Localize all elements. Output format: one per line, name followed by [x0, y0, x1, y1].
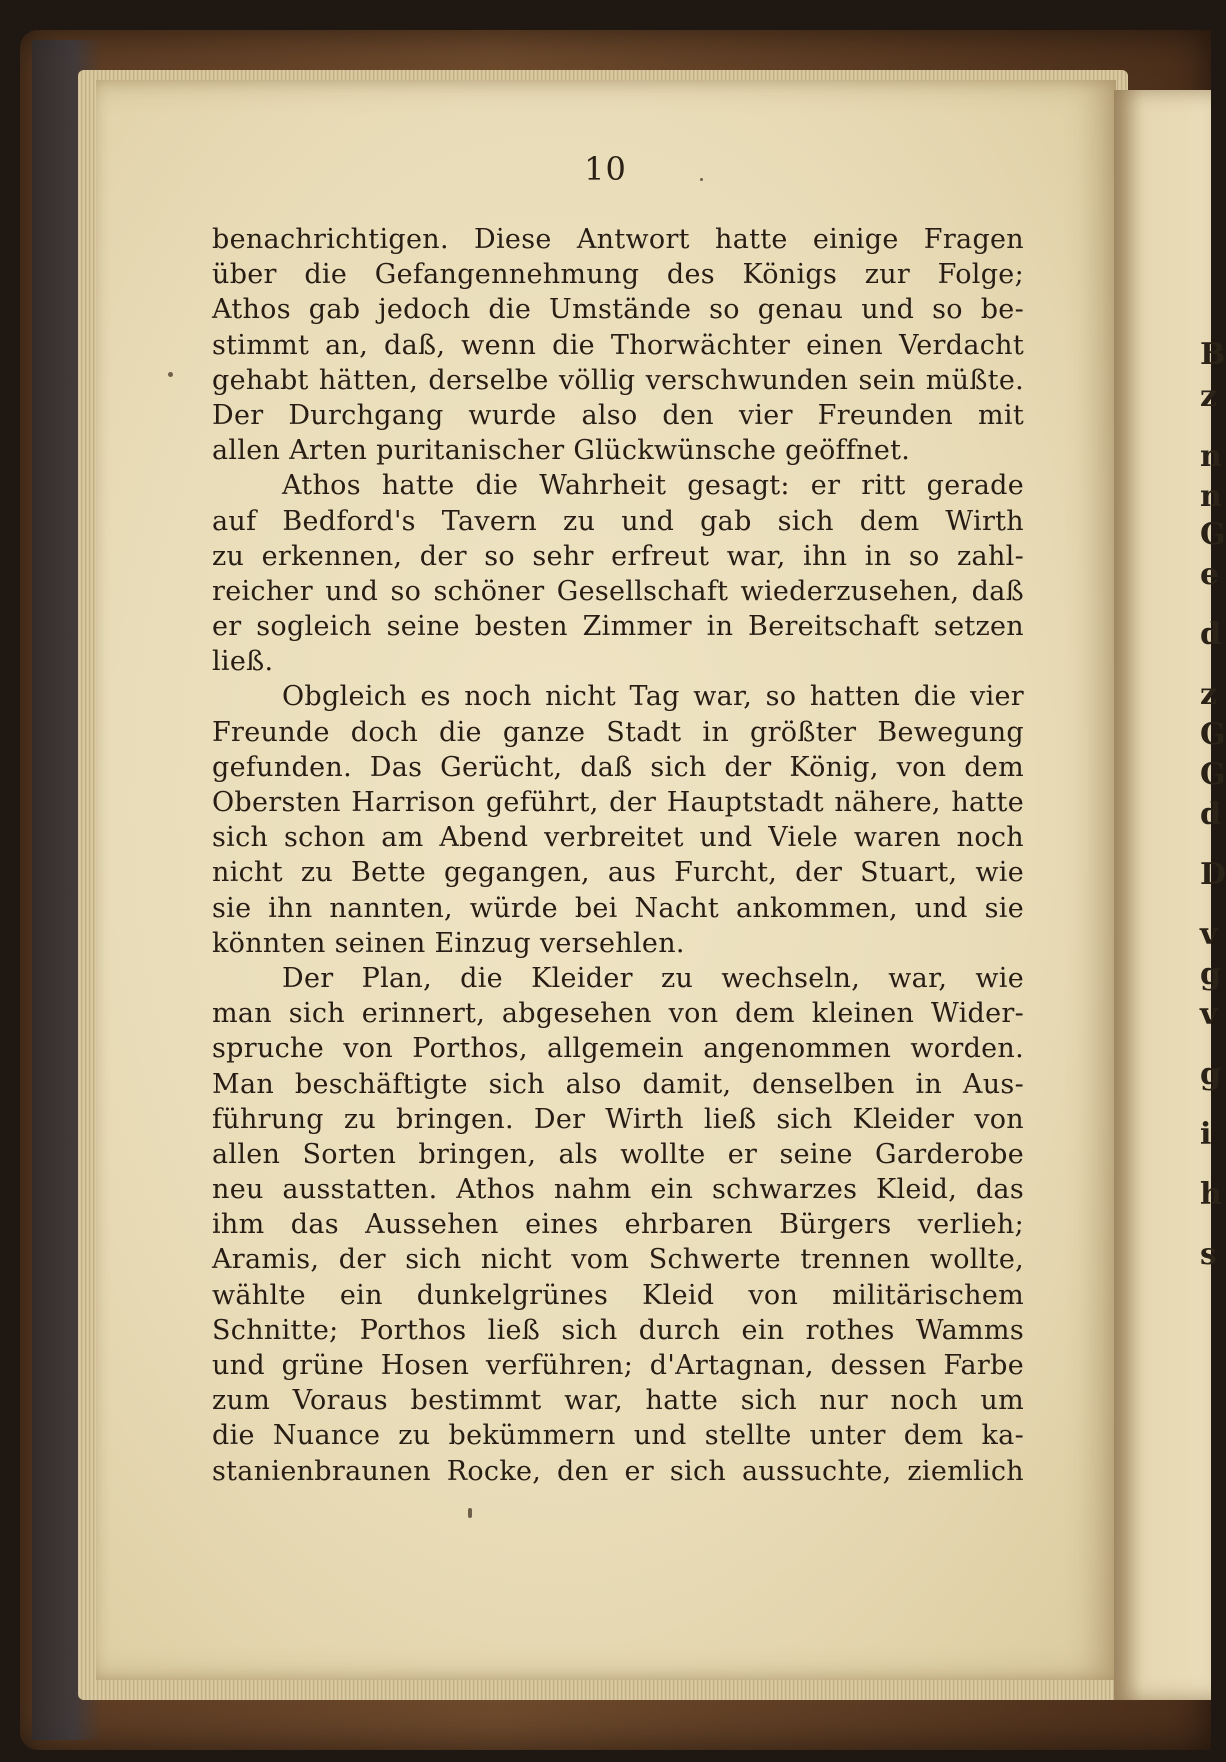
text-line: Athos gab jedoch die Umstände so genau und so be- — [212, 294, 1024, 326]
text-line: Obgleich es noch nicht Tag war, so hatten die vier — [282, 681, 1024, 713]
text-line: allen Sorten bringen, als wollte er seine Garderobe — [212, 1138, 1024, 1170]
text-line: Athos hatte die Wahrheit gesagt: er ritt gerade — [282, 470, 1024, 502]
facing-page-letter: g — [1200, 957, 1221, 992]
facing-page-letter: B — [1200, 337, 1226, 372]
facing-page-edge — [1114, 90, 1226, 1700]
facing-page-letter: g — [1200, 1057, 1221, 1092]
body-text — [212, 222, 1024, 1489]
text-line: auf Bedford's Tavern zu und gab sich dem Wirth — [212, 505, 1024, 537]
text-line: allen Arten puritanischer Glückwünsche geöffnet. — [212, 435, 911, 467]
facing-page-letter: G — [1200, 717, 1226, 752]
facing-page-letter: n — [1200, 479, 1222, 514]
facing-page-letter: z — [1200, 379, 1218, 414]
text-line: stimmt an, daß, wenn die Thorwächter einen Verdacht — [212, 329, 1024, 361]
paper-speck — [168, 372, 173, 377]
text-line: Man beschäftigte sich also damit, denselben in Aus- — [212, 1068, 1024, 1100]
facing-page-letter: v — [1200, 997, 1218, 1032]
text-line: stanienbraunen Rocke, den er sich aussuchte, ziemlich — [212, 1455, 1024, 1487]
text-line: Freunde doch die ganze Stadt in größter Bewegung — [212, 716, 1024, 748]
text-line: er sogleich seine besten Zimmer in Bereitschaft setzen — [212, 611, 1024, 643]
text-line: neu ausstatten. Athos nahm ein schwarzes Kleid, das — [212, 1174, 1024, 1206]
facing-page-letter: d — [1200, 797, 1221, 832]
text-line: wählte ein dunkelgrünes Kleid von militärischem — [212, 1279, 1024, 1311]
text-line: gefunden. Das Gerücht, daß sich der König, von dem — [212, 751, 1024, 783]
text-line: reicher und so schöner Gesellschaft wiederzusehen, daß — [212, 575, 1024, 607]
text-line: Schnitte; Porthos ließ sich durch ein rothes Wamms — [212, 1314, 1024, 1346]
text-line: gehabt hätten, derselbe völlig verschwunden sein müßte. — [212, 364, 1024, 396]
facing-page-letter: D — [1200, 857, 1226, 892]
facing-page-letter: G — [1200, 517, 1226, 552]
text-line: spruche von Porthos, allgemein angenommen worden. — [212, 1033, 1024, 1065]
facing-page-letter: v — [1200, 917, 1218, 952]
paper-speck — [468, 1508, 472, 1518]
page-number: 10 — [584, 150, 627, 188]
text-line: führung zu bringen. Der Wirth ließ sich Kleider von — [212, 1103, 1024, 1135]
text-line: könnten seinen Einzug versehlen. — [212, 927, 685, 959]
text-line: sich schon am Abend verbreitet und Viele waren noch — [212, 822, 1024, 854]
facing-page-letter: s — [1200, 1237, 1217, 1272]
text-line: Der Plan, die Kleider zu wechseln, war, wie — [282, 962, 1024, 994]
text-line: ihm das Aussehen eines ehrbaren Bürgers verlieh; — [212, 1209, 1024, 1241]
text-line: zum Voraus bestimmt war, hatte sich nur noch um — [212, 1385, 1024, 1417]
text-line: ließ. — [212, 646, 274, 678]
facing-page-letter: h — [1200, 1177, 1222, 1212]
text-line: man sich erinnert, abgesehen von dem kleinen Wider- — [212, 998, 1024, 1030]
text-line: Obersten Harrison geführt, der Hauptstadt nähere, hatte — [212, 787, 1024, 818]
text-line: über die Gefangennehmung des Königs zur Folge; — [212, 259, 1024, 291]
text-line: sie ihn nannten, würde bei Nacht ankommen, und sie — [212, 892, 1024, 924]
text-line: die Nuance zu bekümmern und stellte unter dem ka- — [212, 1420, 1024, 1452]
text-line: und grüne Hosen verführen; d'Artagnan, dessen Farbe — [212, 1350, 1024, 1381]
facing-page-letter: e — [1200, 557, 1220, 592]
facing-page-letter: d — [1200, 617, 1221, 652]
text-line: Aramis, der sich nicht vom Schwerte trennen wollte, — [212, 1244, 1024, 1276]
facing-page-letter: z — [1200, 677, 1218, 712]
facing-page-letter: i — [1200, 1117, 1212, 1152]
facing-page-letter: G — [1200, 757, 1226, 792]
text-line: Der Durchgang wurde also den vier Freunden mit — [212, 399, 1024, 431]
paper-speck — [700, 178, 703, 181]
text-line: benachrichtigen. Diese Antwort hatte einige Fragen — [212, 224, 1024, 255]
text-line: zu erkennen, der so sehr erfreut war, ihn in so zahl- — [212, 540, 1024, 572]
facing-page-letter: n — [1200, 439, 1222, 474]
text-line: nicht zu Bette gegangen, aus Furcht, der Stuart, wie — [212, 857, 1024, 889]
